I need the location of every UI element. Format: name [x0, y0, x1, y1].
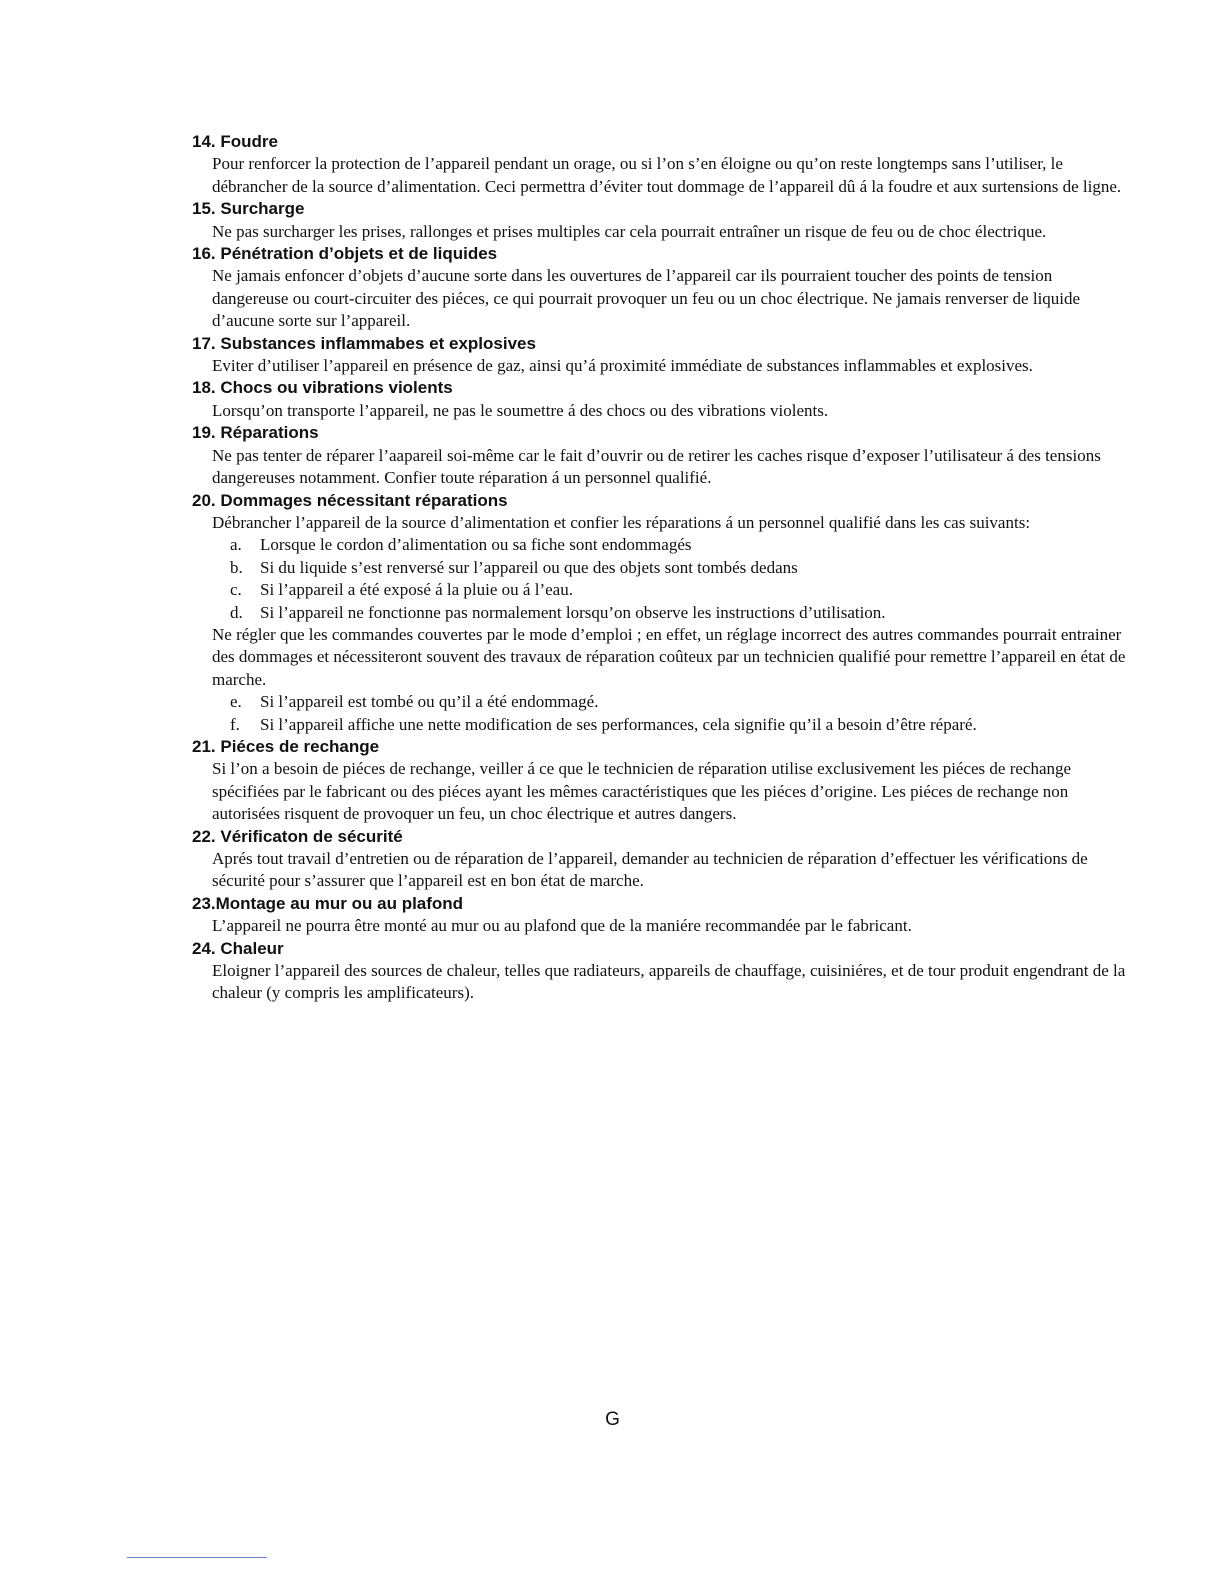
section-heading: 14. Foudre	[192, 132, 278, 151]
section-heading: 15. Surcharge	[192, 199, 305, 219]
section-text: Ne pas tenter de réparer l’aapareil soi-même car le fait d’ouvrir ou de retirer les caches risque d’exposer l’utilisateur á des tensions dangereuses notamment. Confier toute réparation á un personnel qualifié.	[212, 445, 1101, 488]
section-heading: 21. Piéces de rechange	[192, 736, 380, 756]
section-text: Ne jamais enfoncer d’objets d’aucune sorte dans les ouvertures de l’appareil car ils pourraient toucher des points de tension dangereuse ou court-circuiter des piéces, ce qui pourrait provoquer un feu ou un choc électrique. Ne jamais renverser de liquide d’aucune sorte sur l’appareil.	[212, 266, 1081, 331]
section-shocks-vibrations	[192, 377, 1127, 422]
list-marker: e.	[230, 692, 242, 712]
section-replacement-parts	[192, 736, 1127, 826]
section-heading: 23.Montage au mur ou au plafond	[192, 893, 464, 913]
page-number: G	[605, 1409, 620, 1430]
section-heading: 16. Pénétration d’objets et de liquides	[192, 244, 498, 264]
footer-rule	[127, 1557, 267, 1558]
list-item	[192, 557, 1127, 579]
section-intro: Débrancher l’appareil de la source d’alimentation et confier les réparations á un personnel qualifié dans les cas suivants:	[212, 512, 1031, 532]
section-text: Lorsqu’on transporte l’appareil, ne pas le soumettre á des chocs ou des vibrations violents.	[212, 400, 829, 420]
section-text: L’appareil ne pourra être monté au mur ou au plafond que de la maniére recommandée par le fabricant.	[212, 916, 912, 936]
list-item	[192, 602, 1127, 624]
section-text: Ne pas surcharger les prises, rallonges et prises multiples car cela pourrait entraîner un risque de feu ou de choc électrique.	[212, 221, 1047, 241]
list-marker: a.	[230, 535, 242, 555]
list-marker: d.	[230, 602, 243, 622]
section-flammable-substances	[192, 333, 1127, 378]
section-lightning	[192, 131, 1127, 198]
list-item	[192, 579, 1127, 601]
list-item-text: Si l’appareil est tombé ou qu’il a été endommagé.	[260, 692, 599, 712]
section-overload	[192, 198, 1127, 243]
section-heading: 22. Vérificaton de sécurité	[192, 826, 403, 846]
section-text: Eloigner l’appareil des sources de chaleur, telles que radiateurs, appareils de chauffage, cuisiniéres, et de tour produit engendrant de la chaleur (y compris les amplificateurs).	[212, 961, 1126, 1003]
section-heading: 20. Dommages nécessitant réparations	[192, 490, 508, 510]
section-text: Pour renforcer la protection de l’appareil pendant un orage, ou si l’on s’en éloigne ou qu’on reste longtemps sans l’utiliser, le débrancher de la source d’alimentation. Ceci permettra d’éviter tout dommage de l’appareil dû á la foudre et aux surtensions de ligne.	[212, 154, 1122, 196]
list-item-text: Lorsque le cordon d’alimentation ou sa fiche sont endommagés	[260, 535, 692, 555]
list-marker: c.	[230, 580, 242, 600]
list-marker: f.	[230, 714, 240, 734]
section-middle-text: Ne régler que les commandes couvertes par le mode d’emploi ; en effet, un réglage incorrect des autres commandes pourrait entrainer des dommages et nécessiteront souvent des travaux de réparation coûteux par un technicien qualifié pour remettre l’appareil en état de marche.	[212, 624, 1126, 689]
section-damage-requiring-service	[192, 490, 1127, 736]
list-item-text: Si l’appareil a été exposé á la pluie ou á l’eau.	[260, 580, 573, 600]
section-wall-ceiling-mounting	[192, 893, 1127, 938]
list-item-text: Si du liquide s’est renversé sur l’appareil ou que des objets sont tombés dedans	[260, 557, 798, 577]
section-text: Aprés tout travail d’entretien ou de réparation de l’appareil, demander au technicien de réparation d’effectuer les vérifications de sécurité pour s’assurer que l’appareil est en bon état de marche.	[212, 849, 1088, 891]
section-object-liquid-entry	[192, 243, 1127, 333]
safety-instructions	[192, 131, 1127, 1005]
section-repairs	[192, 422, 1127, 489]
list-marker: b.	[230, 557, 243, 577]
list-item-text: Si l’appareil affiche une nette modification de ses performances, cela signifie qu’il a besoin d’être réparé.	[260, 714, 977, 734]
section-heat	[192, 938, 1127, 1005]
list-item	[192, 714, 1127, 736]
section-text: Si l’on a besoin de piéces de rechange, veiller á ce que le technicien de réparation utilise exclusivement les piéces de rechange spécifiées par le fabricant ou des piéces ayant les mêmes caractéristiques que les piéces d’origine. Les piéces de rechange non autorisées risquent de provoquer un feu, un choc électrique et autres dangers.	[212, 759, 1072, 824]
list-item	[192, 691, 1127, 713]
list-item-text: Si l’appareil ne fonctionne pas normalement lorsqu’on observe les instructions d’utilisation.	[260, 602, 886, 622]
section-heading: 18. Chocs ou vibrations violents	[192, 378, 453, 398]
list-item	[192, 534, 1127, 556]
section-heading: 19. Réparations	[192, 423, 319, 443]
section-heading: 17. Substances inflammabes et explosives	[192, 333, 536, 353]
section-safety-check	[192, 826, 1127, 893]
section-heading: 24. Chaleur	[192, 938, 284, 958]
section-text: Eviter d’utiliser l’appareil en présence de gaz, ainsi qu’á proximité immédiate de substances inflammables et explosives.	[212, 356, 1033, 376]
